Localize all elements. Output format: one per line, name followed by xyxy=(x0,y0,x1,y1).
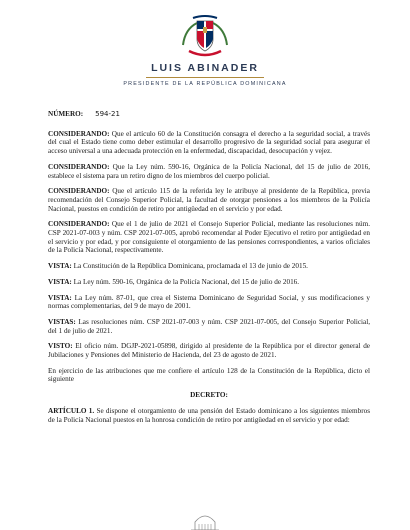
paragraph-lead: VISTA: xyxy=(48,293,72,302)
office-title: PRESIDENTE DE LA REPÚBLICA DOMINICANA xyxy=(123,81,287,87)
paragraph-lead: CONSIDERANDO: xyxy=(48,129,110,138)
paragraph xyxy=(48,163,370,180)
paragraph-text: Que el 1 de julio de 2021 el Consejo Superior Policial, mediante las resoluciones núm. CSP 2021-07-003 y núm. CSP 2021-07-005, aprobó recomendar al Poder Ejecutivo el retiro por antigüedad en el servicio y por edad, y por consiguiente el otorgamiento de las pensiones correspondientes, a varios oficiales de la Policía Nacional, respectivamente. xyxy=(48,220,370,255)
paragraph-lead: CONSIDERANDO: xyxy=(48,187,110,196)
paragraph-text: La Ley núm. 590-16, Orgánica de la Policía Nacional, del 15 de julio de 2016. xyxy=(71,277,300,286)
paragraph xyxy=(48,318,370,335)
paragraph-lead: VISTA: xyxy=(48,262,72,271)
paragraph-lead: CONSIDERANDO: xyxy=(48,220,110,229)
coat-of-arms-icon xyxy=(179,15,231,59)
paragraph xyxy=(48,278,370,287)
paragraph-lead: VISTA: xyxy=(48,277,72,286)
president-name: LUIS ABINADER xyxy=(151,62,259,74)
paragraph-text: Que el artículo 60 de la Constitución consagra el derecho a la seguridad social, a través del cual el Estado tiene como deber estimular el desarrollo progresivo de la seguridad social para asegurar el acceso universal a una adecuada protección en la enfermedad, discapacidad, desocupación y vejez. xyxy=(48,129,370,156)
paragraph-text: Las resoluciones núm. CSP 2021-07-003 y núm. CSP 2021-07-005, del Consejo Superior Policial, del 1 de julio de 2021. xyxy=(48,317,370,335)
paragraph-text: En ejercicio de las atribuciones que me confiere el artículo 128 de la Constitución de la República, dicto el siguiente xyxy=(48,366,370,384)
paragraph xyxy=(48,367,370,384)
header-divider xyxy=(146,77,264,78)
paragraph xyxy=(48,342,370,359)
paragraph xyxy=(48,262,370,271)
paragraph-lead: VISTO: xyxy=(48,342,73,351)
article-lead: ARTÍCULO 1. xyxy=(48,406,95,415)
paragraph xyxy=(48,187,370,213)
article-1 xyxy=(48,407,370,424)
national-palace-icon xyxy=(188,510,222,530)
paragraph-lead: VISTAS: xyxy=(48,317,76,326)
paragraph xyxy=(48,130,370,156)
number-value: 594-21 xyxy=(95,110,120,118)
number-label: NÚMERO: xyxy=(48,110,84,118)
paragraph-text: La Constitución de la República Dominicana, proclamada el 13 de junio de 2015. xyxy=(71,262,308,271)
article-text: Se dispone el otorgamiento de una pensión del Estado dominicano a los siguientes miembros de la Policía Nacional puestos en la honrosa condición de retiro por antigüedad en el servicio y por edad: xyxy=(48,406,370,424)
decree-heading: DECRETO: xyxy=(190,391,228,400)
decree-body xyxy=(48,110,370,431)
paragraph xyxy=(48,220,370,255)
paragraph xyxy=(48,294,370,311)
decree-number xyxy=(48,110,370,119)
paragraph-text: El oficio núm. DGJP-2021-05898, dirigido al presidente de la República por el director general de Jubilaciones y Pensiones del Ministerio de Hacienda, del 23 de agosto de 2021. xyxy=(48,342,370,360)
paragraph-text: Que la Ley núm. 590-16, Orgánica de la Policía Nacional, del 15 de julio de 2016, establece el sistema para un retiro digno de los miembros del cuerpo policial. xyxy=(48,162,370,180)
paragraph-text: Que el artículo 115 de la referida ley le atribuye al presidente de la República, previa recomendación del Consejo Superior Policial, la facultad de otorgar pensiones a los miembros de la Policía Nacional, puestos en condición de retiro por antigüedad en el servicio y por edad. xyxy=(48,187,370,213)
paragraph-lead: CONSIDERANDO: xyxy=(48,162,110,171)
paragraph-text: La Ley núm. 87-01, que crea el Sistema Dominicano de Seguridad Social, y sus modificaciones y normas complementarias, del 9 de mayo de 2001. xyxy=(48,293,370,311)
